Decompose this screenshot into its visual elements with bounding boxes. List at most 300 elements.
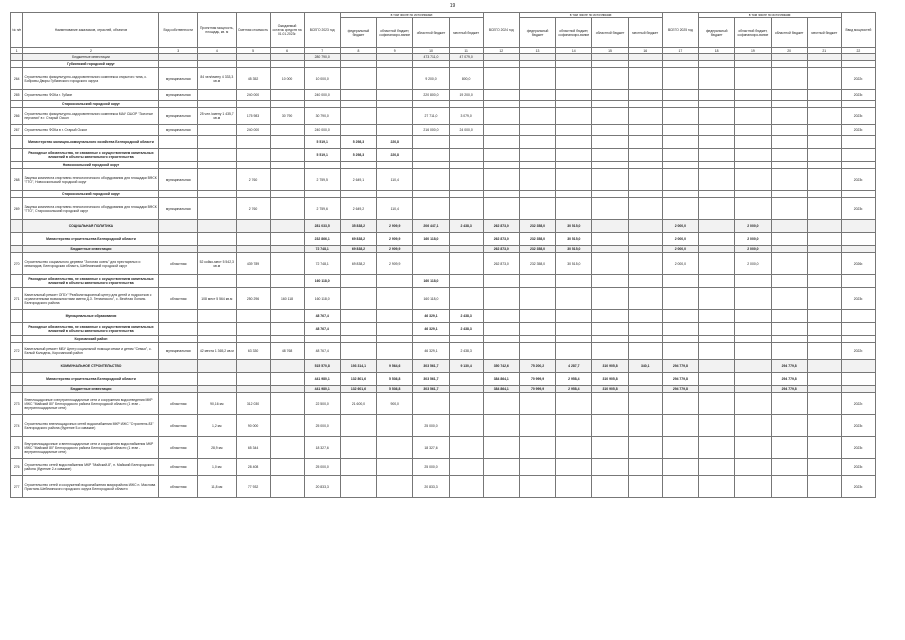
cell-reg24: [592, 310, 628, 323]
cell-loc24: [628, 393, 662, 415]
cell-t25: [662, 149, 698, 162]
cell-intro: [841, 101, 875, 108]
cell-fed: [340, 61, 376, 68]
cell-est: 240 000: [236, 90, 270, 101]
cell-own: муниципальная: [159, 90, 198, 101]
cell-regc25: [735, 476, 771, 498]
cell-fed: 21 600,0: [340, 393, 376, 415]
cell-loc25: [807, 323, 841, 336]
table-row: [11, 415, 876, 437]
cell-loc24: 340,1: [628, 360, 662, 373]
cell-t23: 5 519,1: [304, 136, 340, 149]
cell-intro: [841, 275, 875, 288]
cell-reg25: [771, 437, 807, 459]
cell-n: [11, 162, 23, 169]
cell-n: [11, 386, 23, 393]
cell-reg24: [592, 101, 628, 108]
cell-reg: 220 800,0: [413, 90, 449, 101]
cell-cap: [198, 246, 237, 253]
cell-fed25: [699, 310, 735, 323]
cell-regc25: [735, 343, 771, 360]
cell-est: [236, 149, 270, 162]
cell-fed: 193 314,1: [340, 360, 376, 373]
cell-left: [270, 246, 304, 253]
cell-regc24: [556, 149, 592, 162]
column-number: 1: [11, 48, 23, 54]
cell-loc24: [628, 373, 662, 386]
cell-n: 274: [11, 415, 23, 437]
cell-reg24: [592, 246, 628, 253]
cell-n: [11, 149, 23, 162]
cell-t25: [662, 169, 698, 191]
section-row: [11, 275, 876, 288]
cell-reg25: [771, 233, 807, 246]
col-sources-2023: в том числе по источникам:: [340, 13, 483, 18]
cell-regc25: [735, 386, 771, 393]
cell-reg24: 310 905,8: [592, 373, 628, 386]
cell-loc25: [807, 101, 841, 108]
cell-cap: [198, 220, 237, 233]
cell-n: [11, 246, 23, 253]
cell-reg25: [771, 343, 807, 360]
cell-loc24: [628, 310, 662, 323]
cell-t25: [662, 323, 698, 336]
cell-fed24: [519, 108, 555, 125]
cell-regc: 110,4: [377, 169, 413, 191]
cell-loc24: [628, 233, 662, 246]
cell-regc: [377, 288, 413, 310]
table-row: [11, 169, 876, 191]
cell-own: [159, 246, 198, 253]
cell-left: [270, 360, 304, 373]
cell-reg24: [592, 233, 628, 246]
cell-regc: 5 536,8: [377, 386, 413, 393]
cell-reg25: [771, 275, 807, 288]
cell-loc24: [628, 323, 662, 336]
col-fed-2023: федеральный бюджет: [340, 18, 376, 48]
column-number: 19: [735, 48, 771, 54]
cell-n: [11, 275, 23, 288]
cell-loc25: [807, 68, 841, 90]
cell-loc: [449, 149, 483, 162]
cell-regc: 2 909,9: [377, 246, 413, 253]
cell-fed24: [519, 310, 555, 323]
cell-est: 2 760: [236, 169, 270, 191]
cell-fed25: [699, 415, 735, 437]
cell-t24: [483, 101, 519, 108]
cell-reg25: [771, 68, 807, 90]
cell-est: [236, 101, 270, 108]
cell-left: [270, 275, 304, 288]
cell-name: Министерство строительства Белгородской области: [23, 373, 159, 386]
cell-regc: 900,0: [377, 393, 413, 415]
cell-own: муниципальная: [159, 108, 198, 125]
col-reg-2023: областной бюджет: [413, 18, 449, 48]
cell-t24: [483, 323, 519, 336]
cell-fed: 35 838,2: [340, 220, 376, 233]
cell-t25: [662, 459, 698, 476]
cell-est: [236, 360, 270, 373]
cell-n: [11, 54, 23, 61]
cell-t23: 441 980,1: [304, 373, 340, 386]
cell-regc24: [556, 343, 592, 360]
cell-loc: 2 438,3: [449, 310, 483, 323]
cell-left: [270, 220, 304, 233]
cell-fed25: [699, 136, 735, 149]
cell-reg24: [592, 149, 628, 162]
cell-regc: [377, 68, 413, 90]
cell-regc24: [556, 191, 592, 198]
cell-t24: 262 873,0: [483, 253, 519, 275]
cell-t25: 2 000,0: [662, 253, 698, 275]
cell-reg: [413, 162, 449, 169]
cell-fed25: [699, 108, 735, 125]
cell-reg25: [771, 198, 807, 220]
cell-fed: 69 838,2: [340, 246, 376, 253]
cell-est: [236, 162, 270, 169]
cell-loc24: [628, 136, 662, 149]
cell-regc25: [735, 198, 771, 220]
cell-fed24: 70 999,9: [519, 386, 555, 393]
cell-reg25: 294 779,8: [771, 373, 807, 386]
cell-regc25: [735, 54, 771, 61]
cell-reg: 20 833,3: [413, 476, 449, 498]
col-total-2023: ВСЕГО 2023 год: [304, 13, 340, 48]
cell-t24: [483, 459, 519, 476]
cell-regc25: [735, 108, 771, 125]
cell-left: [270, 253, 304, 275]
cell-reg: [413, 191, 449, 198]
cell-cap: [198, 162, 237, 169]
col-reg-2025: областной бюджет: [771, 18, 807, 48]
section-row: [11, 360, 876, 373]
column-number: 7: [304, 48, 340, 54]
cell-est: [236, 310, 270, 323]
cell-reg: 27 711,0: [413, 108, 449, 125]
section-row: [11, 310, 876, 323]
cell-t25: [662, 476, 698, 498]
cell-reg24: [592, 343, 628, 360]
cell-reg: 303 561,7: [413, 360, 449, 373]
cell-reg: [413, 136, 449, 149]
cell-regc24: [556, 459, 592, 476]
cell-loc25: [807, 415, 841, 437]
cell-left: [270, 61, 304, 68]
cell-fed24: [519, 437, 555, 459]
cell-fed25: [699, 68, 735, 90]
cell-est: 2 760: [236, 198, 270, 220]
cell-reg24: [592, 288, 628, 310]
cell-regc: 5 536,8: [377, 373, 413, 386]
cell-est: 45 352: [236, 68, 270, 90]
cell-intro: 2022г.: [841, 68, 875, 90]
cell-name: Внутриплощадочные и внеплощадочные сети и сооружения водоснабжения МКР ИЖС "Майский 80" Белгородского района Белгородской области (1 этап - внутриплощадочные сети): [23, 437, 159, 459]
cell-fed: [340, 310, 376, 323]
cell-regc24: [556, 90, 592, 101]
cell-intro: [841, 54, 875, 61]
cell-fed24: [519, 169, 555, 191]
cell-fed24: [519, 101, 555, 108]
page-number: 19: [449, 3, 456, 9]
cell-fed24: [519, 476, 555, 498]
cell-reg: [413, 169, 449, 191]
cell-name: Строительство ФОКа в г. Старый Оскол: [23, 125, 159, 136]
cell-t24: [483, 191, 519, 198]
column-number: 22: [841, 48, 875, 54]
cell-loc24: [628, 246, 662, 253]
cell-regc25: [735, 275, 771, 288]
table-row: [11, 125, 876, 136]
cell-fed25: [699, 476, 735, 498]
cell-t23: 48 767,4: [304, 310, 340, 323]
cell-reg25: [771, 108, 807, 125]
cell-cap: [198, 101, 237, 108]
cell-regc24: [556, 198, 592, 220]
cell-regc25: [735, 437, 771, 459]
cell-t25: [662, 101, 698, 108]
cell-fed25: [699, 233, 735, 246]
cell-name: Строительство ФОКа г. Губкин: [23, 90, 159, 101]
cell-own: областная: [159, 437, 198, 459]
cell-t23: 48 767,4: [304, 343, 340, 360]
cell-regc: [377, 310, 413, 323]
section-row: [11, 386, 876, 393]
cell-reg24: [592, 459, 628, 476]
cell-intro: [841, 373, 875, 386]
cell-fed24: [519, 343, 555, 360]
cell-t24: [483, 275, 519, 288]
cell-reg25: 294 779,8: [771, 386, 807, 393]
table-row: [11, 343, 876, 360]
cell-regc25: 2 000,0: [735, 246, 771, 253]
cell-regc24: [556, 476, 592, 498]
cell-reg25: [771, 323, 807, 336]
cell-fed: [340, 191, 376, 198]
cell-fed24: [519, 90, 555, 101]
cell-fed: 5 298,3: [340, 149, 376, 162]
cell-reg: [413, 246, 449, 253]
cell-reg24: [592, 437, 628, 459]
cell-t25: [662, 61, 698, 68]
cell-regc: [377, 162, 413, 169]
cell-t25: [662, 136, 698, 149]
cell-t25: 2 000,0: [662, 233, 698, 246]
cell-regc25: [735, 90, 771, 101]
cell-t25: [662, 191, 698, 198]
cell-fed25: [699, 386, 735, 393]
cell-n: 272: [11, 343, 23, 360]
cell-loc24: [628, 253, 662, 275]
cell-cap: [198, 125, 237, 136]
cell-loc: [449, 162, 483, 169]
cell-loc24: [628, 220, 662, 233]
cell-reg24: [592, 68, 628, 90]
cell-loc24: [628, 101, 662, 108]
cell-loc: 800,0: [449, 68, 483, 90]
cell-est: [236, 136, 270, 149]
cell-left: [270, 125, 304, 136]
cell-reg: 46 329,1: [413, 310, 449, 323]
cell-n: 270: [11, 253, 23, 275]
cell-name: КОММУНАЛЬНОЕ СТРОИТЕЛЬСТВО: [23, 360, 159, 373]
cell-est: [236, 323, 270, 336]
cell-fed: [340, 459, 376, 476]
cell-fed25: [699, 253, 735, 275]
cell-fed25: [699, 360, 735, 373]
cell-own: [159, 275, 198, 288]
cell-t23: 25 000,0: [304, 415, 340, 437]
cell-reg25: [771, 90, 807, 101]
cell-t24: 384 864,1: [483, 386, 519, 393]
cell-t25: [662, 90, 698, 101]
cell-loc: 47 079,0: [449, 54, 483, 61]
cell-intro: 2023г.: [841, 125, 875, 136]
cell-fed25: [699, 125, 735, 136]
cell-t25: [662, 336, 698, 343]
cell-t24: [483, 336, 519, 343]
cell-loc24: [628, 149, 662, 162]
cell-regc24: 30 515,0: [556, 233, 592, 246]
cell-reg25: [771, 253, 807, 275]
cell-fed25: [699, 373, 735, 386]
section-row: [11, 373, 876, 386]
cell-loc25: [807, 360, 841, 373]
cell-regc24: [556, 310, 592, 323]
cell-reg24: [592, 54, 628, 61]
cell-name: Старооскольский городской округ: [23, 101, 159, 108]
cell-own: [159, 54, 198, 61]
cell-name: Расходные обязательства, не связанные с осуществлением капитальных вложений в объекты капитального строительства: [23, 323, 159, 336]
cell-regc24: 2 958,4: [556, 373, 592, 386]
cell-est: 240 000: [236, 125, 270, 136]
cell-t25: [662, 393, 698, 415]
cell-own: [159, 191, 198, 198]
cell-est: [236, 191, 270, 198]
cell-regc25: [735, 360, 771, 373]
column-number: 9: [377, 48, 413, 54]
cell-loc: [449, 476, 483, 498]
cell-name: Корочанский район: [23, 336, 159, 343]
cell-t23: 10 000,0: [304, 68, 340, 90]
cell-t24: [483, 343, 519, 360]
cell-regc25: 2 000,0: [735, 253, 771, 275]
cell-t25: 294 779,8: [662, 373, 698, 386]
cell-intro: [841, 310, 875, 323]
cell-loc24: [628, 336, 662, 343]
cell-reg25: [771, 310, 807, 323]
column-number: 13: [519, 48, 555, 54]
cell-reg: 206 447,1: [413, 220, 449, 233]
cell-own: муниципальная: [159, 68, 198, 90]
cell-t24: [483, 54, 519, 61]
cell-t23: 160 118,0: [304, 288, 340, 310]
cell-left: [270, 233, 304, 246]
column-number: 12: [483, 48, 519, 54]
cell-loc25: [807, 336, 841, 343]
table-row: [11, 253, 876, 275]
cell-fed24: 232 358,0: [519, 233, 555, 246]
cell-own: муниципальная: [159, 198, 198, 220]
cell-regc24: 2 958,4: [556, 386, 592, 393]
cell-t24: [483, 108, 519, 125]
cell-fed: [340, 125, 376, 136]
cell-own: [159, 101, 198, 108]
cell-n: 277: [11, 476, 23, 498]
cell-t23: 240 000,0: [304, 90, 340, 101]
cell-reg25: [771, 220, 807, 233]
cell-regc24: [556, 61, 592, 68]
cell-regc25: [735, 61, 771, 68]
col-sources-2024: в том числе по источникам:: [519, 13, 662, 18]
cell-fed25: [699, 459, 735, 476]
cell-t23: 25 000,0: [304, 459, 340, 476]
section-row: [11, 246, 876, 253]
cell-left: [270, 476, 304, 498]
cell-reg: [413, 336, 449, 343]
cell-reg24: [592, 393, 628, 415]
cell-fed24: 70 999,9: [519, 373, 555, 386]
cell-reg24: [592, 253, 628, 275]
cell-regc25: [735, 191, 771, 198]
cell-reg: 473 711,0: [413, 54, 449, 61]
cell-fed: 132 801,6: [340, 373, 376, 386]
cell-own: муниципальная: [159, 125, 198, 136]
cell-fed24: [519, 198, 555, 220]
cell-regc24: [556, 437, 592, 459]
cell-loc: [449, 191, 483, 198]
cell-intro: 2023г.: [841, 415, 875, 437]
cell-n: [11, 220, 23, 233]
cell-left: [270, 54, 304, 61]
col-fed-2025: федеральный бюджет: [699, 18, 735, 48]
cell-fed: [340, 288, 376, 310]
cell-regc25: [735, 310, 771, 323]
cell-intro: 2023г.: [841, 169, 875, 191]
cell-n: [11, 61, 23, 68]
cell-regc24: [556, 288, 592, 310]
cell-est: 250 296: [236, 288, 270, 310]
cell-t25: 2 000,0: [662, 220, 698, 233]
cell-regc: [377, 415, 413, 437]
cell-fed24: 232 358,0: [519, 246, 555, 253]
cell-fed25: [699, 323, 735, 336]
cell-n: [11, 191, 23, 198]
cell-own: областная: [159, 253, 198, 275]
cell-regc: 110,4: [377, 198, 413, 220]
cell-n: [11, 360, 23, 373]
cell-reg: 46 329,1: [413, 343, 449, 360]
cell-regc24: 30 515,0: [556, 253, 592, 275]
cell-regc25: 2 000,0: [735, 233, 771, 246]
cell-fed25: [699, 198, 735, 220]
cell-est: 28 408: [236, 459, 270, 476]
cell-reg: [413, 253, 449, 275]
cell-regc24: [556, 275, 592, 288]
cell-fed25: [699, 149, 735, 162]
cell-reg24: [592, 169, 628, 191]
cell-fed: [340, 101, 376, 108]
cell-name: Муниципальные образования: [23, 310, 159, 323]
cell-fed24: [519, 323, 555, 336]
table-row: [11, 393, 876, 415]
cell-t24: [483, 393, 519, 415]
cell-intro: 2022г.: [841, 393, 875, 415]
cell-own: [159, 61, 198, 68]
table-row: [11, 90, 876, 101]
cell-loc: [449, 393, 483, 415]
cell-loc: [449, 61, 483, 68]
cell-own: муниципальная: [159, 169, 198, 191]
